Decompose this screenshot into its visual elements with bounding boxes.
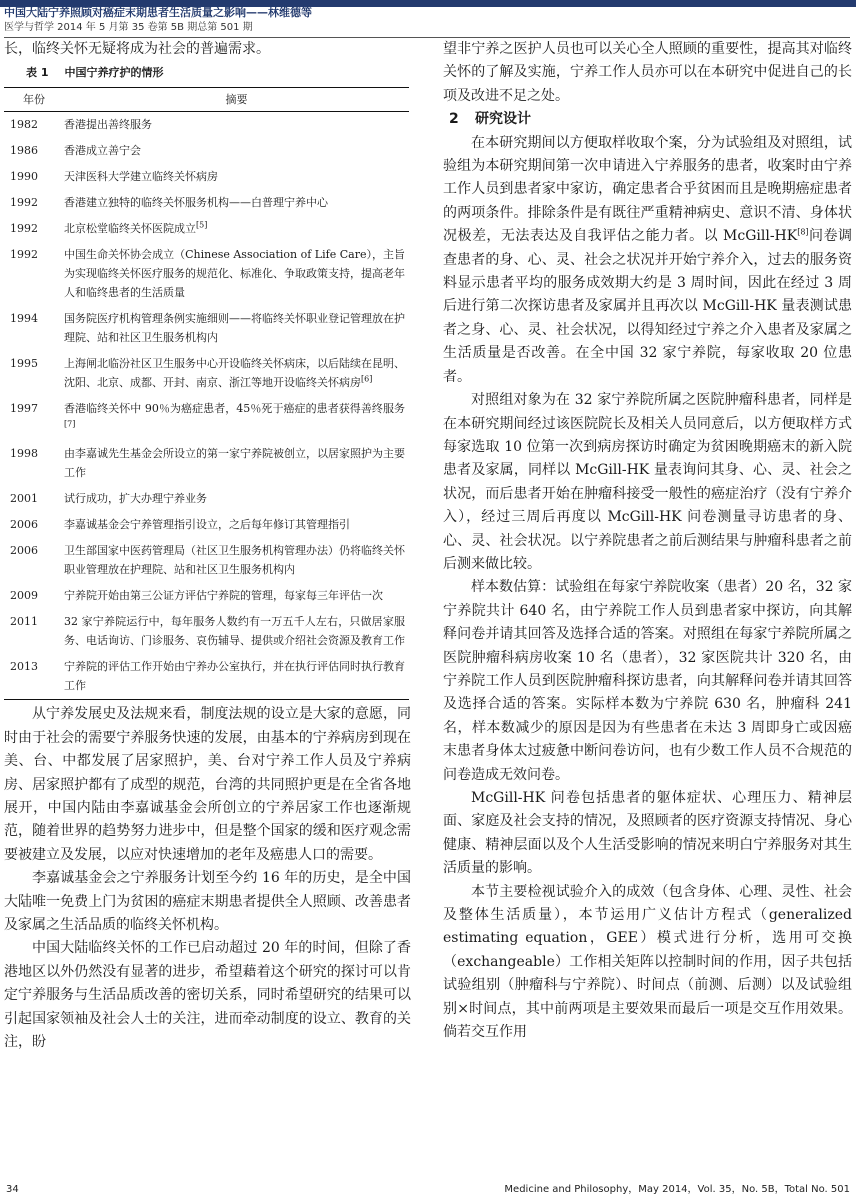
section-heading — [443, 108, 852, 131]
right-paragraphs — [443, 132, 852, 1045]
table-row — [4, 396, 409, 441]
row-summary — [64, 441, 409, 486]
table-row — [4, 164, 409, 190]
left-column — [4, 38, 411, 1055]
table-caption — [26, 65, 411, 81]
paragraph-text: 在本研究期间以方便取样收取个案，分为试验组及对照组，试验组为本研究期间第一次申请进入宁养服务的患者，收案时由宁养工作人员到患者家中家访，确定患者合乎贫困而且是晚期癌症患者的两项条件。排除条件是有既往严重精神病史、意识不清、身体状况极差，无法表达及自我评估之能力者。以 McGill-HK — [443, 134, 852, 245]
row-year: 2006 — [10, 518, 38, 532]
row-summary-text: 香港临终关怀中 90％为癌症患者，45％死于癌症的患者获得善终服务 — [64, 402, 405, 416]
row-summary-text: 北京松堂临终关怀医院成立 — [64, 222, 196, 236]
row-summary — [64, 609, 409, 654]
row-summary — [64, 351, 409, 396]
row-year: 1992 — [10, 196, 38, 210]
continuation-paragraph: 望非宁养之医护人员也可以关心全人照顾的重要性，提高其对临终关怀的了解及实施，宁养工作人员亦可以在本研究中促进自己的长项及改进不足之处。 — [443, 41, 852, 104]
row-summary-text: 香港成立善宁会 — [64, 144, 141, 158]
col-summary-header: 摘要 — [64, 88, 409, 112]
table-row — [4, 190, 409, 216]
right-column — [443, 38, 852, 1044]
row-summary — [64, 242, 409, 306]
running-title: 中国大陆宁养照顾对癌症末期患者生活质量之影响——林维德等 — [4, 6, 312, 19]
row-summary — [64, 583, 409, 609]
table-row — [4, 441, 409, 486]
row-summary-text: 由李嘉诚先生基金会所设立的第一家宁养院被创立，以居家照护为主要工作 — [64, 447, 405, 480]
table-row — [4, 538, 409, 583]
row-summary-text: 香港建立独特的临终关怀服务机构——白普理宁养中心 — [64, 196, 328, 210]
row-year: 1995 — [10, 357, 38, 371]
row-year: 2006 — [10, 544, 38, 558]
row-summary — [64, 396, 409, 441]
body-paragraph: 李嘉诚基金会之宁养服务计划至今约 16 年的历史，是全中国大陆唯一免费上门为贫困的癌症末期患者提供全人照顾、改善患者及家属之生活品质的临终关怀机构。 — [4, 870, 411, 934]
row-summary-text: 天津医科大学建立临终关怀病房 — [64, 170, 218, 184]
row-summary — [64, 306, 409, 351]
row-year: 2011 — [10, 615, 38, 629]
row-year: 1994 — [10, 312, 38, 326]
row-year: 1992 — [10, 222, 38, 236]
row-summary — [64, 138, 409, 164]
table-body — [4, 112, 409, 700]
row-summary — [64, 486, 409, 512]
col-year-header: 年份 — [4, 88, 64, 112]
row-year: 2013 — [4, 654, 64, 700]
row-summary-text: 宁养院的评估工作开始由宁养办公室执行，并在执行评估同时执行教育工作 — [64, 660, 405, 693]
table-row — [4, 654, 409, 700]
paragraph-text: 本节主要检视试验介入的成效（包含身体、心理、灵性、社会及整体生活质量），本节运用广义估计方程式（generalized estimating equation，GEE）模式进行分析，选用可交换（exchangeable）工作相关矩阵以控制时间的作用，因子共包括试验组别（肿瘤科与宁养院）、时间点（前测、后测）以及试验组别×时间点，其中前两项是主要效果而最后一项是交互作用效果。倘若交互作用 — [443, 883, 852, 1041]
citation-ref: [5] — [196, 220, 208, 230]
table-row — [4, 351, 409, 396]
row-year: 1982 — [10, 118, 38, 132]
row-year: 1998 — [10, 447, 38, 461]
body-paragraph: 从宁养发展史及法规来看，制度法规的设立是大家的意愿，同时由于社会的需要宁养服务快速的发展，由基本的宁养病房到现在美、台、中都发展了居家照护，美、台对宁养工作人员及宁养病房、居家照护都有了成型的规范，台湾的共同照护更是在全省各地展开，中国内陆由李嘉诚基金会所创立的宁养居家工作也逐渐规范，随着世界的趋势努力进步中，但是整个国家的缓和医疗观念需要被建立及发展，以应对快速增加的老年及癌患人口的需要。 — [4, 706, 411, 863]
row-year: 1997 — [10, 402, 38, 416]
paragraph-text-continued: 问卷调查患者的身、心、灵、社会之状况并开始宁养介入，过去的服务资料显示患者平均的服务成效期大约是 3 周时间，因此在经过 3 周后进行第二次探访患者及家属并且再次以 McGill-HK 量表测试患者之身、心、灵、社会状况，以得知经过宁养之介入患者及家属之生活质量是否改善。在全中国 32 家宁养院，每家收取 20 位患者。 — [443, 228, 852, 385]
table-header-row — [4, 88, 409, 112]
table-row — [4, 306, 409, 351]
row-year: 1986 — [10, 144, 38, 158]
row-summary-text: 32 家宁养院运行中，每年服务人数约有一万五千人左右，只做居家服务、电话询访、门诊服务、哀伤辅导、提供或介绍社会资源及教育工作 — [64, 615, 405, 648]
table-row — [4, 609, 409, 654]
journal-line: 医学与哲学 2014 年 5 月第 35 卷第 5B 期总第 501 期 — [4, 22, 850, 38]
table-row — [4, 512, 409, 538]
row-summary — [64, 190, 409, 216]
row-summary-text: 李嘉诚基金会宁养管理指引设立，之后每年修订其管理指引 — [64, 518, 350, 532]
row-summary-text: 中国生命关怀协会成立（Chinese Association of Life Care），主旨为实现临终关怀医疗服务的规范化、标准化、争取政策支持，提高老年人和临终患者的生活质量 — [64, 248, 405, 300]
body-paragraph — [443, 389, 852, 576]
table-row — [4, 138, 409, 164]
citation-ref: [8] — [797, 227, 809, 237]
table-row — [4, 216, 409, 242]
page-number: 34 — [6, 1184, 19, 1195]
table-row — [4, 242, 409, 306]
table-label: 表 1 — [26, 66, 49, 80]
row-summary — [64, 164, 409, 190]
paragraph-text: 对照组对象为在 32 家宁养院所属之医院肿瘤科患者，同样是在本研究期间经过该医院院长及相关人员同意后，以方便取样方式每家选取 10 位第一次到病房探访时确定为贫困晚期癌末的新入院患者及家属，同样以 McGill-HK 量表询问其身、心、灵、社会之状况，而后患者开始在肿瘤科接受一般性的癌症治疗（没有宁养介入），经过三周后再度以 McGill-HK 问卷测量寻访患者的身、心、灵、社会状况。以宁养院患者之前后测结果与肿瘤科患者之前后测来做比较。 — [443, 392, 852, 572]
row-year: 2009 — [10, 589, 38, 603]
row-summary-text: 国务院医疗机构管理条例实施细则——将临终关怀职业登记管理放在护理院、站和社区卫生服务机构内 — [64, 312, 405, 345]
row-year: 1992 — [10, 248, 38, 262]
row-summary — [64, 654, 409, 700]
citation-ref: [6] — [361, 374, 373, 384]
row-year: 2001 — [10, 492, 38, 506]
footer-citation: Medicine and Philosophy，May 2014，Vol. 35，No. 5B，Total No. 501 — [504, 1184, 850, 1195]
section-title: 研究设计 — [475, 111, 531, 128]
citation-ref: [7] — [64, 419, 76, 429]
intro-line: 长，临终关怀无疑将成为社会的普遍需求。 — [4, 41, 270, 57]
body-paragraph — [443, 576, 852, 787]
section-number: 2 — [449, 111, 459, 128]
paragraph-text: McGill-HK 问卷包括患者的躯体症状、心理压力、精神层面、家庭及社会支持的情况，及照顾者的医疗资源支持情况、身心健康、精神层面以及个人生活受影响的情况来明白宁养服务对其生活质量的影响。 — [443, 790, 852, 877]
timeline-table — [4, 87, 409, 700]
left-paragraphs — [4, 703, 411, 1054]
row-summary — [64, 112, 409, 139]
row-summary-text: 上海闸北临汾社区卫生服务中心开设临终关怀病床，以后陆续在昆明、沈阳、北京、成都、开封、南京、浙江等地开设临终关怀病房 — [64, 357, 405, 390]
table-row — [4, 583, 409, 609]
row-summary — [64, 538, 409, 583]
table-row — [4, 112, 409, 139]
row-summary-text: 试行成功，扩大办理宁养业务 — [64, 492, 207, 506]
paragraph-text: 样本数估算：试验组在每家宁养院收案（患者）20 名，32 家宁养院共计 640 名，由宁养院工作人员到患者家中探访，向其解释问卷并请其回答及选择合适的答案。对照组在每家宁养院所属之医院肿瘤科病房收案 10 名（患者），32 家医院共计 320 名，由宁养院工作人员到医院肿瘤科探访患者，向其解释问卷并请其回答及选择合适的答案。实际样本数为宁养院 630 名，肿瘤科 241 名，样本数减少的原因是因为有些患者在未达 3 周即身亡或因癌末患者身体太过疲惫中断问卷访问，也有少数工作人员不合规范的问卷造成无效问卷。 — [443, 579, 852, 783]
table-title: 中国宁养疗护的情形 — [64, 66, 164, 80]
row-summary-text: 卫生部国家中医药管理局（社区卫生服务机构管理办法）仍将临终关怀职业管理放在护理院、站和社区卫生服务机构内 — [64, 544, 405, 577]
row-year: 1990 — [10, 170, 38, 184]
table-row — [4, 486, 409, 512]
body-paragraph: 中国大陆临终关怀的工作已启动超过 20 年的时间，但除了香港地区以外仍然没有显著的进步，希望藉着这个研究的探讨可以肯定宁养服务与生活品质改善的密切关系，同时希望研究的结果可以引起国家领袖及社会人士的关注，进而牵动制度的设立、教育的关注，盼 — [4, 940, 411, 1051]
body-paragraph — [443, 132, 852, 389]
row-summary-text: 香港提出善终服务 — [64, 118, 152, 132]
body-paragraph — [443, 787, 852, 881]
body-paragraph — [443, 881, 852, 1045]
row-summary — [64, 216, 409, 242]
row-summary-text: 宁养院开始由第三公证方评估宁养院的管理，每家每三年评估一次 — [64, 589, 383, 603]
row-summary — [64, 512, 409, 538]
